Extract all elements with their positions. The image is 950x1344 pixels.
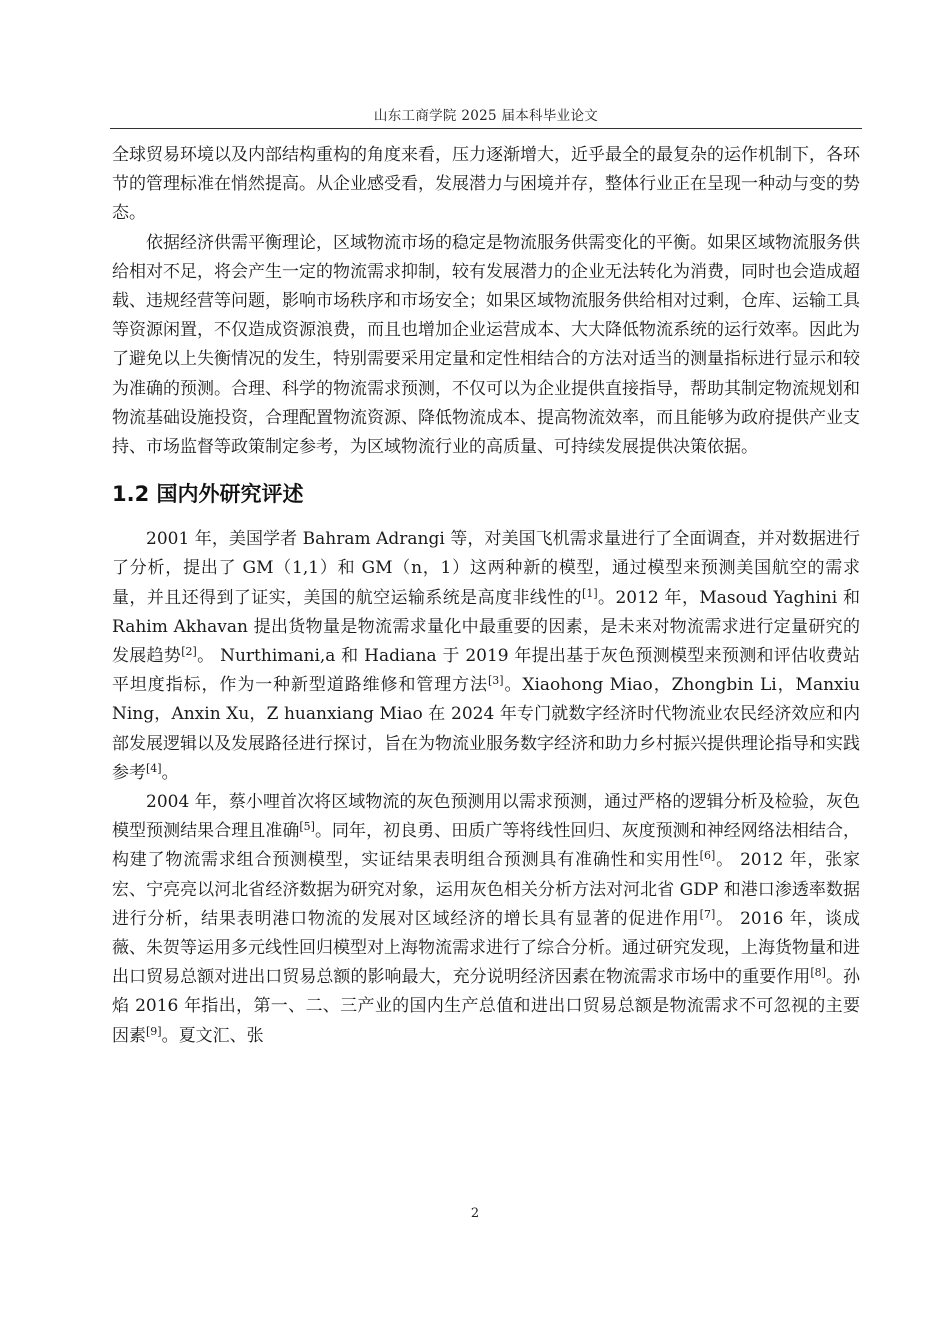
citation-4: [4] <box>146 761 162 775</box>
text-span: 。夏文汇、张 <box>161 1025 264 1046</box>
section-heading: 1.2 国内外研究评述 <box>112 482 304 507</box>
citation-8: [8] <box>810 966 826 980</box>
citation-2: [2] <box>181 645 197 659</box>
citation-5: [5] <box>299 820 315 834</box>
text-span: 。Xiaohong Miao，Zhongbin Li，Manxiu Ning，Anxin Xu，Z huanxiang Miao 在 2024 年专门就数字经济时代物流业农民经济效应和内部发展逻辑以及发展路径进行探讨，旨在为物流业服务数字经济和助力乡村振兴提供理论指导和实践参考 <box>112 675 860 783</box>
header-rule <box>110 128 862 129</box>
page-number: 2 <box>470 1206 480 1221</box>
paragraph-supply-demand: 依据经济供需平衡理论，区域物流市场的稳定是物流服务供需变化的平衡。如果区域物流服务供给相对不足，将会产生一定的物流需求抑制，较有发展潜力的企业无法转化为消费，同时也会造成超载、违规经营等问题，影响市场秩序和市场安全；如果区域物流服务供给相对过剩，仓库、运输工具等资源闲置，不仅造成资源浪费，而且也增加企业运营成本、大大降低物流系统的运行效率。因此为了避免以上失衡情况的发生，特别需要采用定量和定性相结合的方法对适当的测量指标进行显示和较为准确的预测。合理、科学的物流需求预测，不仅可以为企业提供直接指导，帮助其制定物流规划和物流基础设施投资，合理配置物流资源、降低物流成本、提高物流效率，而且能够为政府提供产业支持、市场监督等政策制定参考，为区域物流行业的高质量、可持续发展提供决策依据。 <box>112 232 860 458</box>
citation-3: [3] <box>487 674 504 688</box>
text-span: 。 2012 年，张家宏、宁亮亮以河北省经济数据为研究对象，运用灰色相关分析方法对河北省 GDP 和港口渗透率数据进行分析，结果表明港口物流的发展对区域经济的增长具有显著的促进作用 <box>112 850 860 929</box>
citation-6: [6] <box>699 849 716 863</box>
text-span: 。 <box>161 762 179 783</box>
text-span: 。同年，初良勇、田质广等将线性回归、灰度预测和神经网络法相结合，构建了物流需求组合预测模型，实证结果表明组合预测具有准确性和实用性 <box>112 821 860 871</box>
citation-1: [1] <box>582 586 598 600</box>
paragraph-domestic-research <box>112 788 860 1051</box>
citation-7: [7] <box>699 907 716 921</box>
text-span: 。2012 年，Masoud Yaghini 和 Rahim Akhavan 提出货物量是物流需求量化中最重要的因素，是未来对物流需求进行定量研究的发展趋势 <box>112 587 861 667</box>
text-span: 。 2016 年，谈成薇、朱贺等运用多元线性回归模型对上海物流需求进行了综合分析。通过研究发现，上海货物量和进出口贸易总额对进出口贸易总额的影响最大，充分说明经济因素在物流需求市场中的重要作用 <box>112 908 860 988</box>
citation-9: [9] <box>146 1024 162 1038</box>
body-text <box>112 141 860 1051</box>
paragraph-foreign-research <box>112 525 860 788</box>
text-span: 。 Nurthimani,a 和 Hadiana 于 2019 年提出基于灰色预测模型来预测和评估收费站平坦度指标，作为一种新型道路维修和管理方法 <box>112 646 860 696</box>
text-span: 2001 年，美国学者 Bahram Adrangi 等，对美国飞机需求量进行了全面调查，并对数据进行了分析，提出了 GM（1,1）和 GM（n，1）这两种新的模型，通过模型来预测美国航空的需求量，并且还得到了证实，美国的航空运输系统是高度非线性的 <box>112 529 860 608</box>
text-span: 。孙焰 2016 年指出，第一、二、三产业的国内生产总值和进出口贸易总额是物流需求不可忽视的主要因素 <box>112 967 861 1046</box>
paragraph-continued: 全球贸易环境以及内部结构重构的角度来看，压力逐渐增大，近乎最全的最复杂的运作机制下，各环节的管理标准在悄然提高。从企业感受看，发展潜力与困境并存，整体行业正在呈现一种动与变的势态。 <box>112 145 860 224</box>
text-span: 2004 年，蔡小哩首次将区域物流的灰色预测用以需求预测，通过严格的逻辑分析及检验，灰色模型预测结果合理且准确 <box>112 792 860 842</box>
running-header: 山东工商学院 2025 届本科毕业论文 <box>373 108 599 124</box>
